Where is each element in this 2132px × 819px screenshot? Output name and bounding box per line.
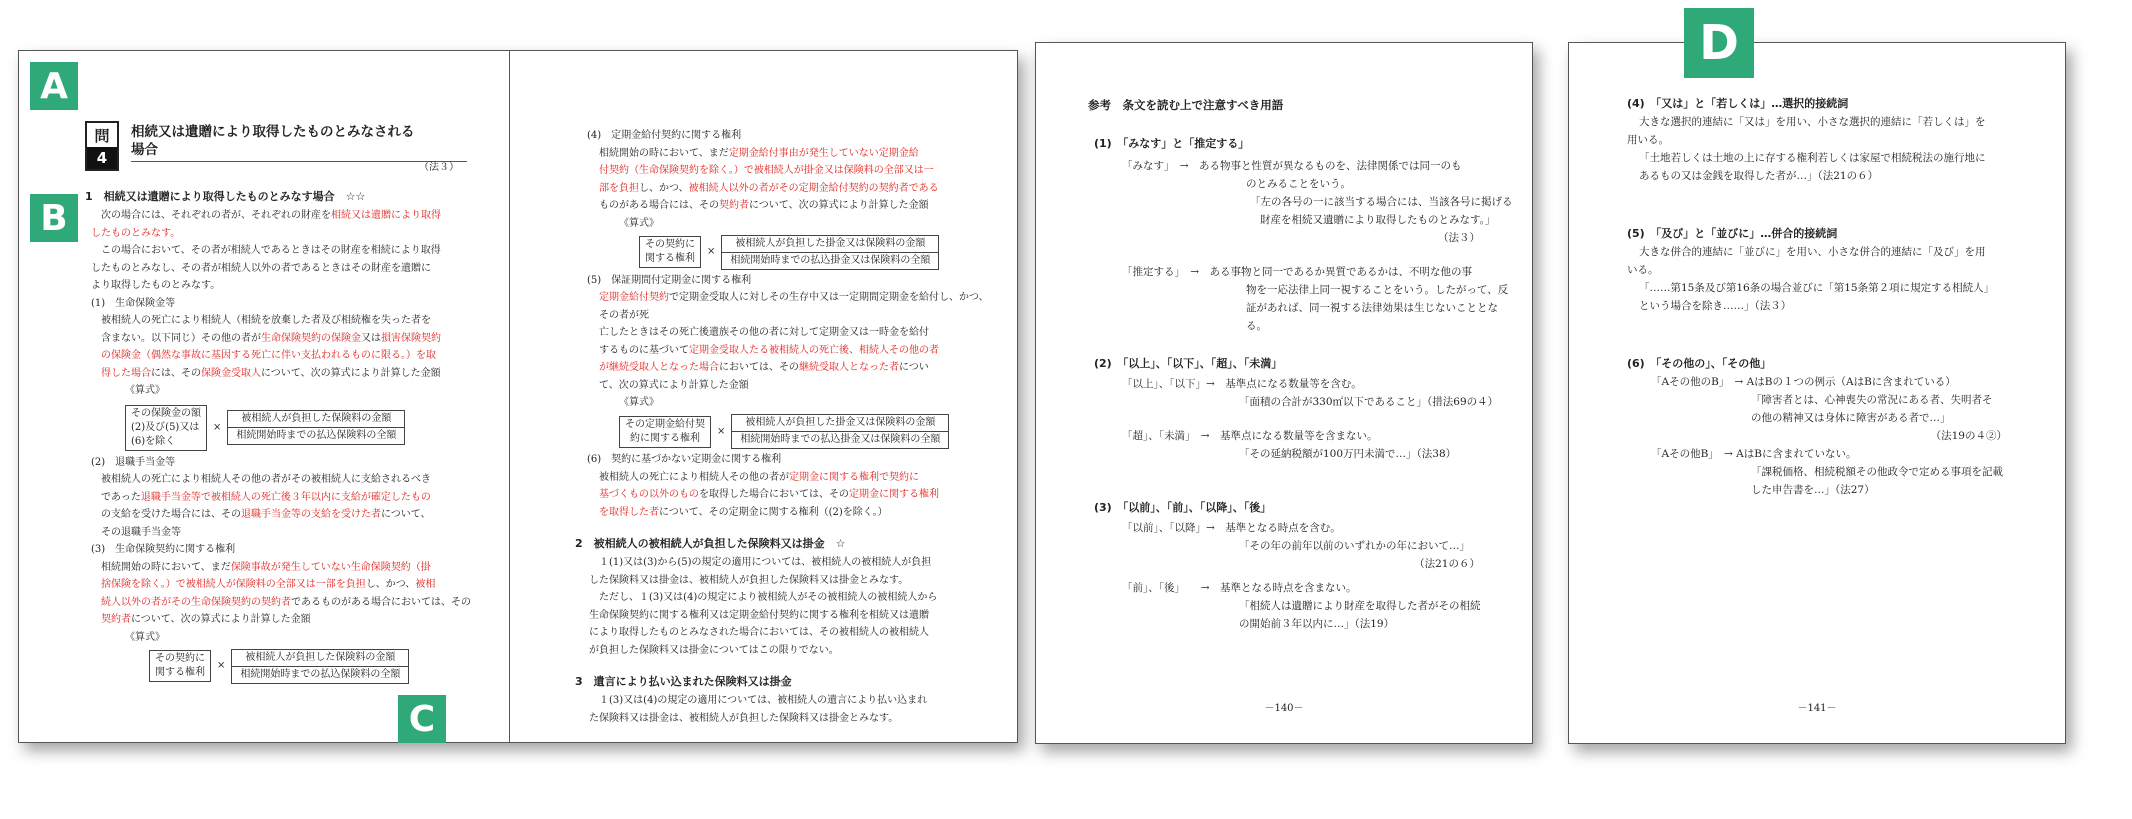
glossary-5: (5) 「及び」と「並びに」…併合的接続詞 大きな併合的連結に「並びに」を用い、小さな併合的連結に「及び」を用 いる。 「……第15条及び第16条の場合並びに「第15条第２項に規定する相続人」 という場合を除き……」（法３） [1627,227,1995,312]
formula-label: 《算式》 [125,385,165,396]
formula-1: その保険金の額 (2)及び(5)又は (6)を除く × 被相続人が負担した保険料の金額 相続開始時までの払込保険料の全額 [85,401,495,451]
item-3-title: (3) 生命保険契約に関する権利 [91,544,236,555]
formula-4: その契約に 関する権利 × 被相続人が負担した掛金又は保険料の金額 相続開始時までの払込掛金又は保険料の全額 [587,232,997,270]
formula-5: その定期金給付契 約に関する権利 × 被相続人が負担した掛金又は保険料の金額 相続開始時までの払込掛金又は保険料の全額 [587,412,997,450]
badge-a: A [30,62,78,110]
book-spread [18,50,1018,743]
glossary-1: (1) 「みなす」と「推定する」 「みなす」 → ある物事と性質が異なるものを、法律関係では同一のも のとみることをいう。 「左の各号の一に該当する場合には、当該各号に掲げる 財産を相続又遺贈により取得したものとみなす。」 （法３） 「推定する」 → ある事物と同一であるか異質であるかは、不明な他の事 物を一応法律上同一視することをいう。したがって、反 証があれば、同一視する法律効果は生じないこととなる。 [1094,137,1513,332]
badge-b: B [30,194,78,242]
spine-line [509,51,510,742]
chapter-title: 相続又は遺贈により取得したものとみなされる 場合 [131,124,415,158]
glossary-4: (4) 「又は」と「若しくは」…選択的接続詞 大きな選択的連結に「又は」を用い、小さな選択的連結に「若しくは」を 用いる。 「土地若しくは土地の上に存する権利若しくは家屋で相続税法の施行地に あるもの又は金銭を取得した者が…」（法21の６） [1627,97,1986,182]
page-number-140: －140－ [1264,703,1304,714]
formula-3: その契約に 関する権利 × 被相続人が負担した保険料の金額 相続開始時までの払込保険料の全額 [85,646,495,684]
glossary-2: (2) 「以上」、「以下」、「超」、「未満」 「以上」、「以下」→ 基準点になる数量等を含む。 「面積の合計が330㎡以下であること」（措法69の４） 「超」、「未満」 → 基準点になる数量等を含まない。 「その延納税額が100万円未満で…」（法38） [1094,357,1499,460]
section-3-title: 3 遺言により払い込まれた保険料又は掛金 [575,675,792,688]
page-number-141: －141－ [1797,703,1837,714]
page-right: (4) 定期金給付契約に関する権利 相続開始の時において、まだ定期金給付事由が発生していない定期金給 付契約（生命保険契約を除く。）で被相続人が掛金又は保険料の全部又は一 部を負担し、かつ、被相続人以外の者がその定期金給付契約の契約者である ものがある場合には、その契約者について、次の算式により計算した金額 《算式》 その契約に 関する権利 × 被相続人が負担した掛金又は保険料の金額 相続開始時までの払込掛金又は保険料の全額 (5) 保証期間付定期金に関する権利 定期金給付契約で定期金受取人に対しその生存中又は一定期間定期金を給付し、かつ、その者が死 亡したときはその死亡後遺族その他の者に対して定期金又は一時金を給付 するものに基づいて定期金受取人たる被相続人の死亡後、相続人その他の者 が継続受取人となった場合においては、その継続受取人となった者につい て、次の算式により計算した金額 《算式》 その定期金給付契 約に関する権利 × 被相続人が負担した掛金又は保険料の金額 相続開始時までの払込掛金又は保険料の全額 (6) 契約に基づかない定期金に関する権利 被相続人の死亡により相続人その他の者が定期金に関する権利で契約に 基づくもの以外のものを取得した場合においては、その定期金に関する権利 を取得した者について、その定期金に関する権利（(2)を除く。） 2 被相続人の被相続人が負担した保険料又は掛金 ☆ １(1)又は(3)から(5)の規定の適用については、被相続人の被相続人が負担 した保険料又は掛金は、被相続人が負担した保険料又は掛金とみなす。 ただし、１(3)又は(4)の規定により被相続人がその被相続人の被相続人から 生命保険契約に関する権利又は定期金給付契約に関する権利を相続又は遺贈 により取得したものとみなされた場合においては、その被相続人の被相続人 が負担した保険料又は掛金についてはこの限りでない。 3 遺言により払い込まれた保険料又は掛金 １(3)又は(4)の規定の適用については、被相続人の遺言により払い込まれ た保険料又は掛金は、被相続人が負担した保険料又は掛金とみなす。 [587,127,997,727]
question-mon: 問 [94,126,110,145]
item-2-title: (2) 退職手当金等 [91,456,176,468]
item-5-title: (5) 保証期間付定期金に関する権利 [587,274,752,286]
section-2-title: 2 被相続人の被相続人が負担した保険料又は掛金 ☆ [575,537,846,550]
page-141 [1568,42,2066,744]
item-4-title: (4) 定期金給付契約に関する権利 [587,130,742,141]
question-box [85,121,119,171]
section-1: 1 相続又は遺贈により取得したものとみなす場合 ☆☆ 次の場合には、それぞれの者が、それぞれの財産を相続又は遺贈により取得 したものとみなす。 この場合において、その者が相続人であるときはその財産を相続により取得 したものとみなし、その者が相続人以外の者であるときはその財産を遺贈に より取得したものとみなす。 (1) 生命保険金等 被相続人の死亡により相続人（相続を放棄した者及び相続権を失った者を 含まない。以下同じ）その他の者が生命保険契約の保険金又は損害保険契約 の保険金（偶然な事故に基因する死亡に伴い支払われるものに限る。）を取 得した場合には、その保険金受取人について、次の算式により計算した金額 《算式》 その保険金の額 (2)及び(5)又は (6)を除く × 被相続人が負担した保険料の金額 相続開始時までの払込保険料の全額 (2) 退職手当金等 被相続人の死亡により相続人その他の者がその被相続人に支給されるべき であった退職手当金等で被相続人の死亡後３年以内に支給が確定したもの の支給を受けた場合には、その退職手当金等の支給を受けた者について、 その退職手当金等 (3) 生命保険契約に関する権利 相続開始の時において、まだ保険事故が発生していない生命保険契約（掛 捨保険を除く。）で被相続人が保険料の全部又は一部を負担し、かつ、被相 続人以外の者がその生命保険契約の契約者であるものがある場合においては、その 契約者について、次の算式により計算した金額 《算式》 その契約に 関する権利 × 被相続人が負担した保険料の金額 相続開始時までの払込保険料の全額 [85,188,495,684]
reference-title: 参考 条文を読む上で注意すべき用語 [1088,98,1284,112]
question-number: 4 [87,147,117,169]
badge-c: C [398,695,446,743]
title-rule [131,161,467,162]
law-ref: （法３） [419,162,459,173]
glossary-3: (3) 「以前」、「前」、「以降」、「後」 「以前」、「以降」→ 基準となる時点を含む。 「その年の前年以前のいずれかの年において…」 （法21の６） 「前」、「後」 → 基準となる時点を含まない。 「相続人は遺贈により財産を取得した者がその相続 の開始前３年以内に…」（法19） [1094,501,1481,630]
section-1-title: 1 相続又は遺贈により取得したものとみなす場合 ☆☆ [85,190,366,203]
badge-d: D [1684,8,1754,78]
item-6-title: (6) 契約に基づかない定期金に関する権利 [587,454,782,465]
page-140 [1035,42,1533,744]
glossary-6: (6) 「その他の」、「その他」 「Aその他のB」 → AはBの１つの例示（AはBに含まれている） 「障害者とは、心神喪失の常況にある者、失明者そ の他の精神又は身体に障害がある者で…」 （法19の４②） 「Aその他B」 → AはBに含まれていない。 「課税価格、相続税額その他政令で定める事項を記載 した申告書を…」（法27） [1627,357,2007,496]
item-1-title: (1) 生命保険金等 [91,297,176,309]
